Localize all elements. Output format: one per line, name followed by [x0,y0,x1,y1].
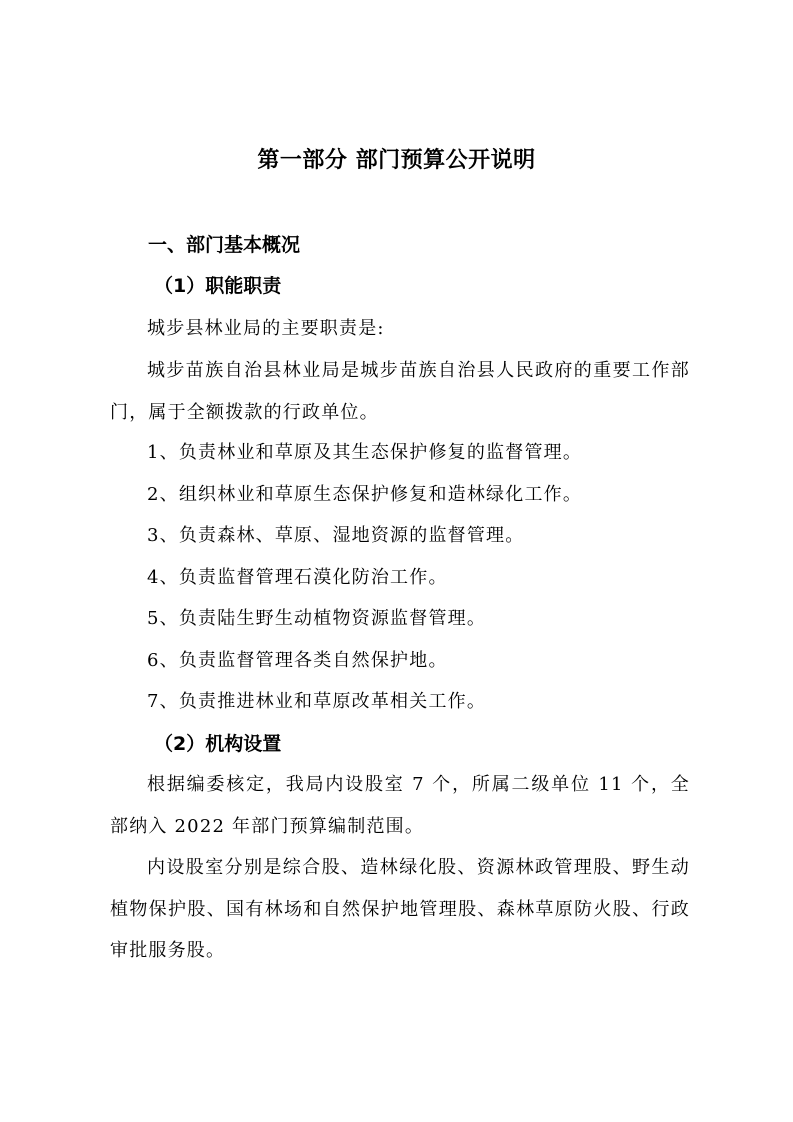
duty-item-4: 4、负责监督管理石漠化防治工作。 [147,567,448,588]
duty-item-1: 1、负责林业和草原及其生态保护修复的监督管理。 [147,442,583,463]
duty-item-2: 2、组织林业和草原生态保护修复和造林绿化工作。 [147,484,583,505]
page-title: 第一部分 部门预算公开说明 [257,148,536,173]
duty-item-7: 7、负责推进林业和草原改革相关工作。 [147,691,487,712]
duty-item-3: 3、负责森林、草原、湿地资源的监督管理。 [147,525,525,546]
organization-paragraph-1: 根据编委核定，我局内设股室 7 个，所属二级单位 11 个，全部纳入 2022 年部门预算编制范围。 [110,774,690,837]
duties-intro-paragraph: 城步县林业局的主要职责是: [147,318,385,339]
subsection-heading-duties: （1）职能职责 [154,275,282,297]
subsection-heading-organization: （2）机构设置 [154,733,282,755]
duty-item-5: 5、负责陆生野生动植物资源监督管理。 [147,608,487,629]
duty-item-6: 6、负责监督管理各类自然保护地。 [147,650,448,671]
department-description-paragraph: 城步苗族自治县林业局是城步苗族自治县人民政府的重要工作部门，属于全额拨款的行政单位。 [110,360,690,423]
section-heading-basic-overview: 一、部门基本概况 [148,234,301,256]
organization-paragraph-2: 内设股室分别是综合股、造林绿化股、资源林政管理股、野生动植物保护股、国有林场和自然保护地管理股、森林草原防火股、行政审批服务股。 [110,857,690,961]
